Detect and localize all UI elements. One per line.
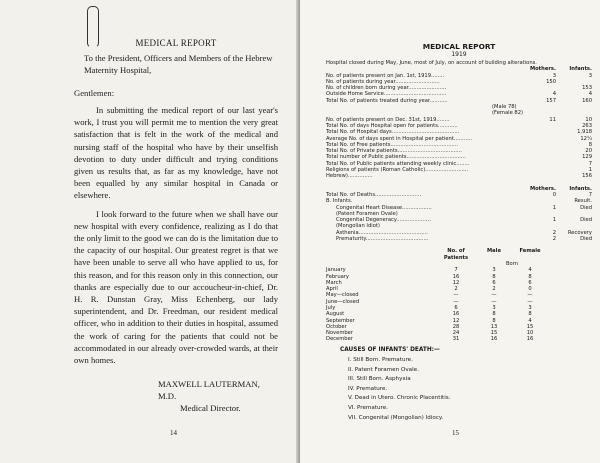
- stats-mothers: 4: [552, 91, 556, 98]
- death-item-label: Asthenia..........................................: [336, 229, 428, 236]
- month-name: September: [326, 317, 355, 324]
- causes-title: CAUSES OF INFANTS' DEATH:—: [340, 346, 440, 353]
- stats-row: [326, 173, 592, 179]
- month-name: May—closed: [326, 292, 359, 299]
- month-patients: 12: [452, 279, 460, 286]
- month-male: 13: [490, 323, 498, 330]
- stats-row: [326, 98, 592, 104]
- right-page-title: MEDICAL REPORT: [422, 42, 496, 51]
- month-patients: 6: [454, 304, 458, 311]
- month-male: —: [491, 292, 497, 299]
- death-item-label: Congenital Degeneracy.....................: [336, 217, 431, 224]
- stats-label: No. of patients during year...........................: [326, 78, 440, 85]
- month-female: 6: [528, 279, 532, 286]
- month-male: 8: [492, 317, 496, 324]
- stats-mothers: 3: [552, 72, 556, 79]
- female-note: (Female 82): [492, 110, 524, 117]
- month-name: February: [326, 273, 349, 280]
- month-name: December: [326, 336, 353, 343]
- stats-infants: 12¼: [580, 135, 592, 142]
- stats-label: Hebrew)...............: [326, 173, 373, 180]
- stats-mothers: [522, 173, 556, 179]
- cause-item: VI. Premature.: [348, 405, 388, 412]
- death-item-label: Prematurity......................................: [336, 236, 429, 243]
- month-patients: —: [453, 298, 459, 305]
- stats-table-1: [326, 73, 592, 104]
- paragraph-2: I look forward to the future when we shall have our new hospital with every confidence, realizing as I do that the only limit to the good we can do is the limitation due to the capacity of our hospital. Our greatest regret is that we have been unable to serve all who have applied to us, for this reason, and for this reason only in this connection, our thanks are especially due to our accoucheur-in-chief, Dr. H. R. Dunstan Gray, Miss Echenberg, our lady superintendent, and Dr. Freedman, our resident medical officer, who in addition to their duties in hospital, assumed the work of caring for the patients that could not be accommodated in our already over-crowded wards, at their own homes.: [74, 208, 278, 366]
- month-patients: 2: [454, 286, 458, 293]
- right-page: [300, 0, 600, 463]
- month-female: 4: [528, 267, 532, 274]
- report-year: 1919: [451, 51, 467, 58]
- month-male: 2: [492, 286, 496, 293]
- death-item-result: Died: [580, 204, 592, 211]
- month-patients: 16: [452, 311, 460, 318]
- month-female: —: [527, 292, 533, 299]
- death-item-row: [326, 236, 592, 242]
- month-male: —: [491, 298, 497, 305]
- stats-infants: 3: [588, 72, 592, 79]
- month-name: July: [326, 304, 336, 311]
- cause-item: IV. Premature.: [348, 385, 388, 392]
- month-name: April: [326, 286, 338, 293]
- death-item-count: 2: [552, 236, 556, 243]
- month-patients: —: [453, 292, 459, 299]
- month-name: June—closed: [326, 298, 360, 305]
- death-items: [326, 205, 592, 243]
- deaths-mothers: 0: [552, 191, 556, 198]
- death-item-result: Died: [580, 217, 592, 224]
- right-page-number: 15: [452, 429, 459, 437]
- death-item-label: (Patent Foramen Ovale): [336, 210, 398, 217]
- stats-label: Total number of Public patients....................................: [326, 154, 466, 161]
- death-item-label: (Mongolian Idiot): [336, 223, 380, 230]
- intro-text: Hospital closed during May, June, most of July, on account of building alterations.: [326, 60, 537, 66]
- male-note: (Male 78): [492, 104, 517, 111]
- left-page-title: MEDICAL REPORT: [135, 38, 217, 48]
- month-patients: 31: [452, 336, 460, 343]
- month-name: March: [326, 279, 342, 286]
- female-col-header: Female: [519, 248, 541, 255]
- month-row: [326, 336, 592, 342]
- causes-list: [326, 356, 592, 423]
- month-female: 16: [526, 336, 534, 343]
- salutation: Gentlemen:: [74, 88, 115, 98]
- month-female: 0: [528, 286, 532, 293]
- month-patients: 24: [452, 330, 460, 337]
- stats-infants: 1: [588, 167, 592, 174]
- stats-label: No. of patients present on Jan. 1st, 1919........: [326, 72, 445, 79]
- monthly-header: [326, 248, 592, 261]
- death-item-label: Congenital Heart Disease..................: [336, 204, 432, 211]
- address-line: To the President, Officers and Members of the Hebrew Maternity Hospital,: [84, 53, 273, 75]
- cause-item: V. Dead in Utero. Chronic Placentitis.: [348, 395, 451, 402]
- infants-header: Infants.: [569, 66, 592, 73]
- stats-label: Total No. of Free patients.........................................: [326, 141, 459, 148]
- male-col-header: Male: [487, 248, 501, 255]
- month-female: 8: [528, 273, 532, 280]
- death-item-result: Died: [580, 236, 592, 243]
- month-patients: 7: [454, 267, 458, 274]
- stats-label: Total No. of days Hospital open for patients............: [326, 122, 458, 129]
- deaths-label: Total No. of Deaths............................: [326, 191, 422, 198]
- month-female: 15: [526, 323, 534, 330]
- death-item-count: 1: [552, 217, 556, 224]
- month-name: November: [326, 330, 353, 337]
- stats-infants: 7: [588, 160, 592, 167]
- stats-label: Average No. of days spent in Hospital per patient...........: [326, 135, 472, 142]
- month-male: 16: [490, 336, 498, 343]
- stats-label: Total No. of Hospital days.........................................: [326, 129, 460, 136]
- deaths-infants: 7: [588, 191, 592, 198]
- month-name: January: [326, 267, 346, 274]
- stats-infants: 129: [582, 154, 592, 161]
- monthly-table: [326, 267, 592, 343]
- stats-infants: 4: [588, 91, 592, 98]
- month-name: August: [326, 311, 345, 318]
- signature-block: [74, 378, 278, 414]
- cause-item: I. Still Born. Premature.: [348, 357, 413, 364]
- patients-col-header: No. of Patients: [443, 248, 469, 261]
- stats-infants: 156: [582, 173, 592, 180]
- mothers-header: Mothers.: [529, 66, 556, 73]
- death-item-count: 2: [552, 229, 556, 236]
- month-name: October: [326, 323, 347, 330]
- death-item-count: 1: [552, 204, 556, 211]
- stats-mothers: 157: [546, 97, 556, 104]
- stats-label: No. of children born during year.......................: [326, 85, 447, 92]
- result-header: Result.: [574, 198, 592, 205]
- deaths-infants-header: Infants.: [569, 185, 592, 192]
- stats-infants: 153: [582, 85, 592, 92]
- month-patients: 16: [452, 273, 460, 280]
- stats-label: No. of patients present on Dec. 31st, 1919........: [326, 116, 450, 123]
- month-female: 4: [528, 317, 532, 324]
- born-header-label: Born: [505, 260, 519, 267]
- stats-label: Total No. of Private patients.......................................: [326, 148, 462, 155]
- cause-item: III. Still Born. Asphyxia: [348, 376, 411, 383]
- stats-mothers: 11: [549, 116, 556, 123]
- month-male: 8: [492, 273, 496, 280]
- month-male: 15: [490, 330, 498, 337]
- stats-infants: 263: [582, 122, 592, 129]
- infants-section: B. Infants.: [326, 198, 353, 205]
- death-item-result: Recovery: [567, 229, 592, 236]
- cause-item: II. Patent Foramen Ovale.: [348, 366, 419, 373]
- month-female: —: [527, 298, 533, 305]
- stats-table-2: [326, 117, 592, 180]
- stats-infants: 8: [588, 141, 592, 148]
- left-page-number: 14: [170, 429, 177, 437]
- month-patients: 12: [452, 317, 460, 324]
- month-female: 8: [528, 311, 532, 318]
- stats-infants: 10: [585, 116, 592, 123]
- stats-label: Total No. of patients treated during year...........: [326, 97, 448, 104]
- month-male: 6: [492, 279, 496, 286]
- signature-role: Medical Director.: [180, 403, 241, 414]
- paragraph-1: In submitting the medical report of our last year's work, I trust you will permit me to mention the very great satisfaction that is felt in the work of the medical and nursing staff of the hospital who have by their unselfish devotion to duty under difficult and trying conditions given us results that, as far as my knowledge, have not been equalled by any similar hospital in Canada or elsewhere.: [74, 105, 278, 201]
- month-patients: 28: [452, 323, 460, 330]
- stats-label: Total No. of Public patients attending weekly clinic........: [326, 160, 470, 167]
- stats-label: Religions of patients (Roman Catholic)..........................: [326, 167, 469, 174]
- stats-infants: 20: [585, 148, 592, 155]
- deaths-mothers-header: Mothers.: [529, 185, 556, 192]
- month-male: 3: [492, 267, 496, 274]
- cause-item: VII. Congenital (Mongolian) Idiocy.: [348, 414, 444, 421]
- month-male: 3: [492, 304, 496, 311]
- month-male: 8: [492, 311, 496, 318]
- signature-name: MAXWELL LAUTERMAN, M.D.: [158, 379, 260, 402]
- stats-infants: 1,918: [577, 129, 592, 136]
- stats-mothers: 150: [546, 78, 556, 85]
- stats-infants: 160: [582, 97, 592, 104]
- month-female: 3: [528, 304, 532, 311]
- month-female: 10: [526, 330, 534, 337]
- paper-clip-icon: [87, 6, 99, 48]
- stats-label: Outside Home Service......................................: [326, 91, 447, 98]
